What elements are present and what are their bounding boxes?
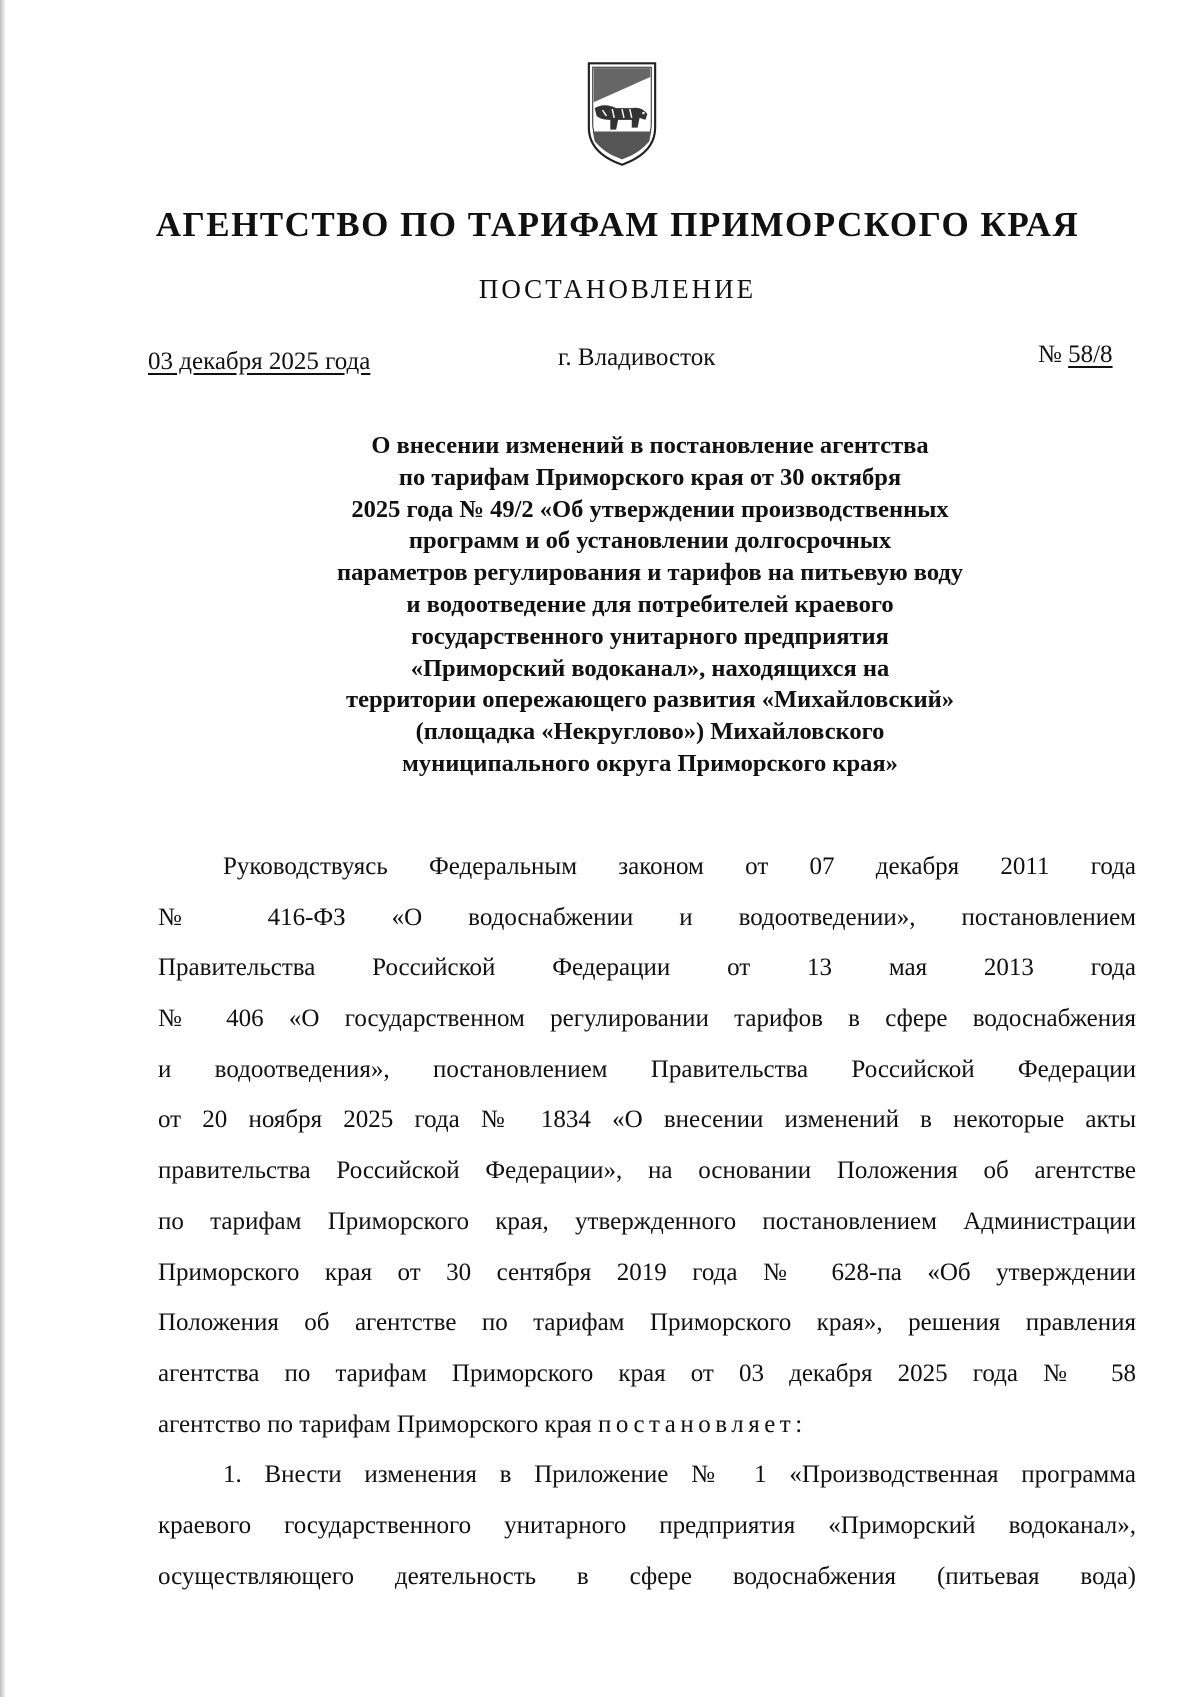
body-line: Руководствуясь Федеральным законом от 07 декабря 2011 года: [223, 853, 1136, 880]
body-line: № 416-ФЗ «О водоснабжении и водоотведении», постановлением: [158, 903, 1136, 931]
body-line-resolves: [158, 1400, 1136, 1451]
title-line: «Приморский водоканал», находящихся на: [410, 654, 890, 682]
body-line: Положения об агентстве по тарифам Приморского края», решения правления: [158, 1309, 1136, 1337]
body-line: по тарифам Приморского края, утвержденного постановлением Администрации: [158, 1207, 1136, 1235]
title-line: (площадка «Некруглово») Михайловского: [415, 718, 885, 746]
number-value: 58/8: [1068, 341, 1113, 368]
document-number: [1038, 341, 1113, 369]
body-line: осуществляющего деятельность в сфере водоснабжения (питьевая вода): [158, 1562, 1136, 1590]
body-line: 1. Внести изменения в Приложение № 1 «Производственная программа: [223, 1461, 1136, 1489]
document-body: [158, 842, 1136, 1602]
title-line: государственного унитарного предприятия: [411, 622, 889, 650]
title-line: территории опережающего развития «Михайловский»: [346, 686, 954, 714]
resolves-word: постановляет:: [597, 1410, 807, 1438]
title-line: по тарифам Приморского края от 30 октября: [398, 463, 902, 491]
document-date: 03 декабря 2025 года: [148, 348, 371, 375]
body-line: № 406 «О государственном регулировании тарифов в сфере водоснабжения: [158, 1005, 1136, 1033]
title-line: 2025 года № 49/2 «Об утверждении производственных: [351, 495, 949, 523]
document-type: ПОСТАНОВЛЕНИЕ: [478, 274, 757, 304]
body-line: Правительства Российской Федерации от 13 мая 2013 года: [158, 954, 1136, 982]
primorsky-coat-of-arms-icon: [583, 58, 661, 170]
resolves-lead: агентство по тарифам Приморского края: [158, 1410, 592, 1438]
agency-name: АГЕНТСТВО ПО ТАРИФАМ ПРИМОРСКОГО КРАЯ: [155, 205, 1080, 244]
body-line: правительства Российской Федерации», на основании Положения об агентстве: [158, 1157, 1136, 1185]
number-prefix: №: [1038, 341, 1062, 368]
body-line: Приморского края от 30 сентября 2019 года № 628-па «Об утверждении: [158, 1258, 1136, 1286]
title-line: муниципального округа Приморского края»: [402, 749, 898, 777]
scan-edge-shadow: [0, 0, 6, 1697]
title-line: параметров регулирования и тарифов на питьевую воду: [336, 559, 964, 587]
title-line: программ и об установлении долгосрочных: [408, 527, 892, 555]
document-city: г. Владивосток: [558, 344, 716, 371]
body-line: краевого государственного унитарного предприятия «Приморский водоканал»,: [158, 1511, 1136, 1539]
title-line: и водоотведение для потребителей краевого: [406, 590, 894, 618]
body-line: и водоотведения», постановлением Правительства Российской Федерации: [158, 1055, 1136, 1083]
title-line: О внесении изменений в постановление агентства: [371, 432, 929, 459]
document-title: [230, 430, 1070, 780]
body-line: агентства по тарифам Приморского края от 03 декабря 2025 года № 58: [158, 1359, 1136, 1387]
body-line: от 20 ноября 2025 года № 1834 «О внесении изменений в некоторые акты: [158, 1106, 1136, 1134]
